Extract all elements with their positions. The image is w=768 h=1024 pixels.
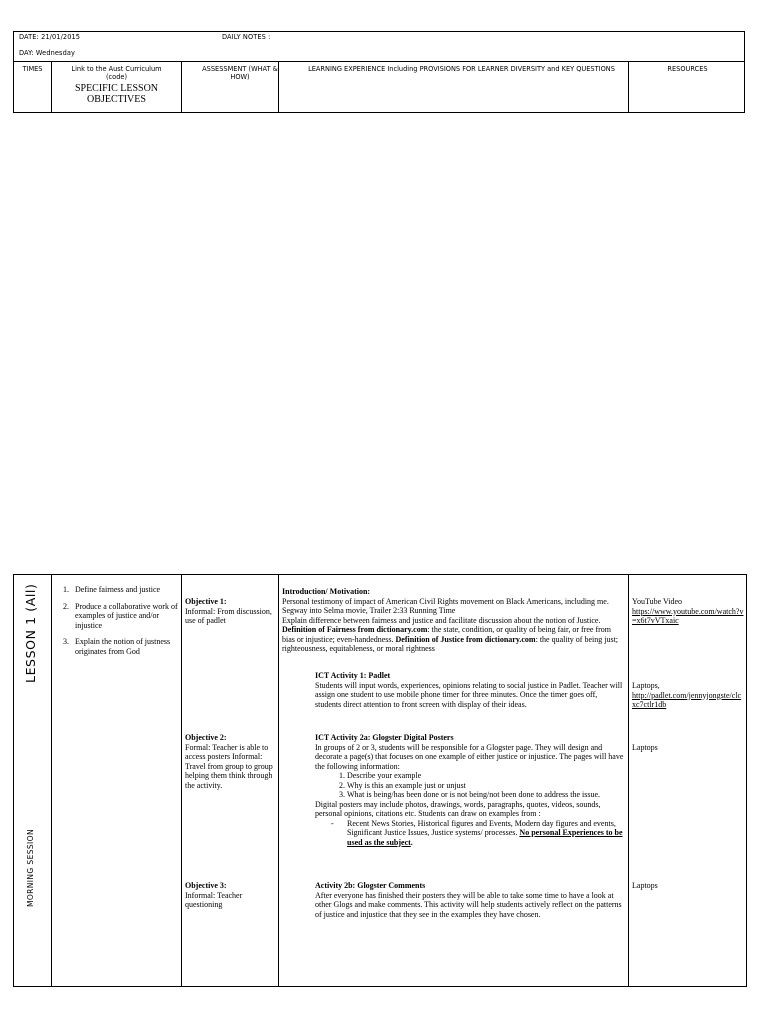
header-divider [14,61,744,62]
objective-item: 1. Define fairness and justice [71,585,179,595]
ict2b-section [315,881,625,919]
assessment-text: Informal: Teacher questioning [185,890,243,909]
justice-def-text: : the quality of being just; righteousness, equitableness, or moral rightness [282,634,619,653]
date-label: DATE: 21/01/2015 [19,33,81,41]
lesson-label: LESSON 1 (All) [23,583,38,683]
intro-p2: Explain difference between fairness and justice and facilitate discussion about the notion of Justice. [282,615,601,625]
ict2a-examples: Recent News Stories, Historical figures and Events, Modern day figures and events, Significant Justice Issues, Justice systems/ processes. [347,818,616,837]
ict2b-title: Activity 2b: Glogster Comments [315,881,426,890]
intro-p2-block [282,616,625,654]
col-learning: LEARNING EXPERIENCE Including PROVISIONS FOR LEARNER DIVERSITY and KEY QUESTIONS [308,65,615,73]
resource-2 [632,681,744,710]
col-divider [181,575,182,986]
resource-1 [632,597,744,626]
col-resources: RESOURCES [667,65,708,73]
ict2a-section [315,733,625,847]
resource-4 [632,881,744,891]
header-table [13,31,745,113]
col-divider [278,575,279,986]
resource-label: YouTube Video [632,597,683,606]
justice-def-label: Definition of Justice from dictionary.com [395,634,536,644]
col-divider [51,575,52,986]
assessment-2 [185,733,277,790]
assessment-title: Objective 2: [185,733,227,742]
lesson-table [13,574,747,987]
col-link [52,65,181,105]
ict2a-step: 1. Describe your example [347,771,625,781]
ict1-text: Students will input words, experiences, opinions relating to social justice in Padlet. Teacher will assign one student to use mobile phone timer for three minutes. Once the timer goes off, students direct attention to front screen with display of their ideas. [315,680,623,709]
ict1-title: ICT Activity 1: Padlet [315,671,391,680]
ict2a-examples-item: - Recent News Stories, Historical figures and Events, Modern day figures and events, Significant Justice Issues, Justice systems/ processes. No personal Experiences to be used as the subject. [347,819,625,848]
resource-label: Laptops [632,881,658,890]
day-label: DAY: Wednesday [19,49,76,57]
assessment-title: Objective 1: [185,597,227,606]
assessment-1 [185,597,277,626]
assessment-3 [185,881,277,910]
ict2b-text: After everyone has finished their posters they will be able to take some time to have a look at other Glogs and make comments. This activity will help students actively reflect on the patterns of justice and injustice that they see in the examples they have chosen. [315,890,622,919]
col-assessment: ASSESSMENT (WHAT & HOW) [202,65,278,81]
resource-link[interactable]: https://www.youtube.com/watch?v=x6t7vVTxaic [632,606,744,625]
col-times: TIMES [22,65,43,73]
ict1-section [315,671,625,709]
assessment-text: Formal: Teacher is able to access posters Informal: Travel from group to group helping them think through the activity. [185,742,273,790]
resource-label: Laptops, [632,681,660,690]
ict2a-step: 3. What is being/has been done or is not being/not been done to address the issue. [347,790,625,800]
intro-section [282,587,625,654]
daily-notes-label: DAILY NOTES : [222,33,271,41]
ict2a-note: No personal Experiences to be used as the subject [347,828,623,847]
col-divider [628,575,629,986]
assessment-text: Informal: From discussion, use of padlet [185,606,272,625]
col-objectives: SPECIFIC LESSON OBJECTIVES [74,83,159,105]
intro-title: Introduction/ Motivation: [282,587,371,596]
resource-3 [632,743,744,753]
ict2a-text: In groups of 2 or 3, students will be responsible for a Glogster page. They will design and decorate a page(s) that focuses on one example of either justice or injustice. The pages will have the following information: [315,742,624,771]
objective-item: 3. Explain the notion of justness originates from God [71,637,179,656]
objectives-cell [55,585,179,986]
resource-label: Laptops [632,743,658,752]
resource-link[interactable]: http://padlet.com/jennyjongste/clcxc7ctlr1db [632,690,742,709]
ict2a-title: ICT Activity 2a: Glogster Digital Posters [315,733,454,742]
assessment-title: Objective 3: [185,881,227,890]
fairness-def-label: Definition of Fairness from dictionary.com [282,625,428,634]
objective-item: 2. Produce a collaborative work of examples of justice and/or injustice [71,602,179,631]
intro-p1: Personal testimony of impact of American Civil Rights movement on Black Americans, including me. Segway into Selma movie, Trailer 2:33 Running Time [282,596,609,615]
col-link-label: Link to the Aust Curriculum (code) [71,65,162,81]
session-label: MORNING SESSION [26,829,35,907]
ict2a-media: Digital posters may include photos, drawings, words, paragraphs, quotes, videos, sounds, personal opinions, citations etc. Students can draw on examples from : [315,799,601,818]
ict2a-step: 2. Why is this an example just or unjust [347,781,625,791]
fairness-def-text: : the state, condition, or quality of being fair, or free from bias or injustice; even-handedness. [282,625,612,644]
